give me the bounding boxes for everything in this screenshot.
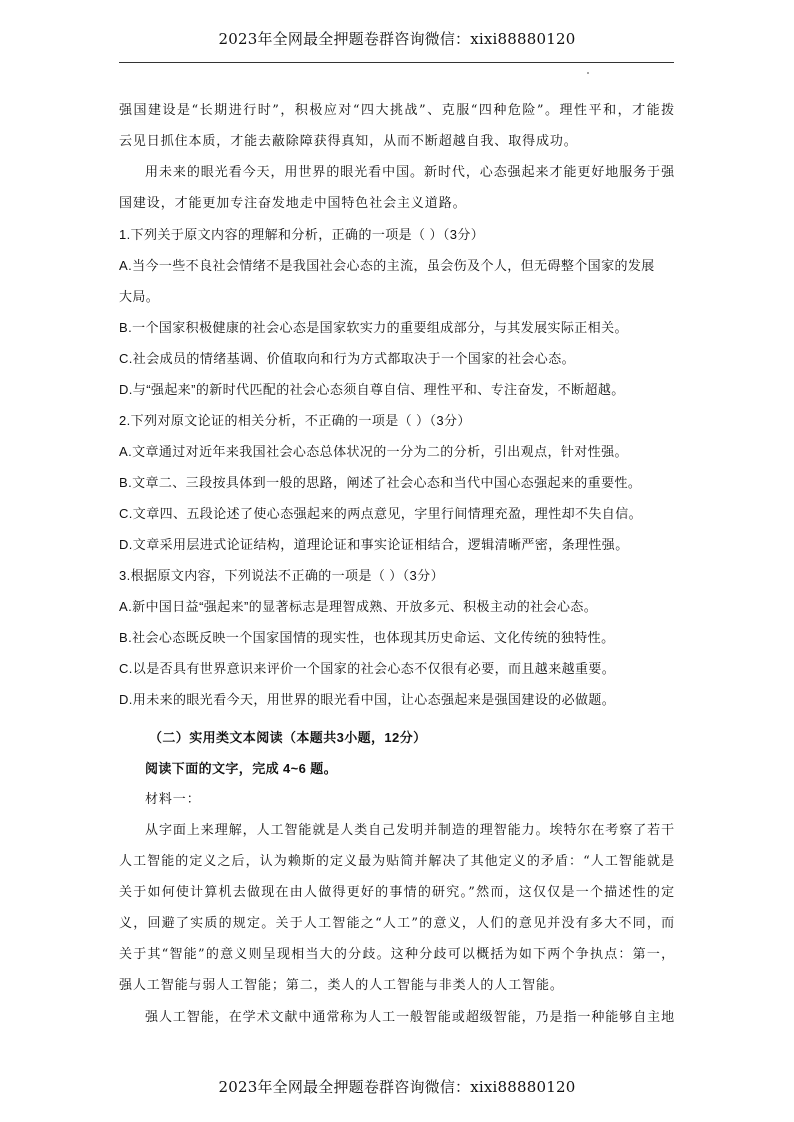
question-1-option-a: A.当今一些不良社会情绪不是我国社会心态的主流，虽会伤及个人，但无碍整个国家的发展 [119, 258, 655, 273]
material-line: 强人工智能与弱人工智能；第二，类人的人工智能与非类人的人工智能。 [119, 978, 564, 993]
passage-line: 用未来的眼光看今天，用世界的眼光看中国。新时代，心态强起来才能更好地服务于强 [145, 165, 675, 180]
question-3-option-a: A.新中国日益“强起来”的显著标志是理智成熟、开放多元、积极主动的社会心态。 [119, 599, 598, 614]
question-3-option-d: D.用未来的眼光看今天，用世界的眼光看中国，让心态强起来是强国建设的必做题。 [119, 692, 616, 707]
speck-mark [587, 72, 589, 74]
question-1-stem: 1.下列关于原文内容的理解和分析，正确的一项是（ ）（3分） [119, 227, 485, 242]
material-label: 材料一： [145, 792, 201, 807]
question-1-option-c: C.社会成员的情绪基调、价值取向和行为方式都取决于一个国家的社会心态。 [119, 351, 576, 366]
material-line: 人工智能的定义之后，认为赖斯的定义最为贴简并解决了其他定义的矛盾：“人工智能就是 [119, 854, 675, 869]
question-2-option-b: B.文章二、三段按具体到一般的思路，阐述了社会心态和当代中国心态强起来的重要性。 [119, 475, 642, 490]
material-line: 从字面上来理解，人工智能就是人类自己发明并制造的理智能力。埃特尔在考察了若干 [145, 823, 675, 838]
question-2-option-d: D.文章采用层进式论证结构，道理论证和事实论证相结合，逻辑清晰严密，条理性强。 [119, 537, 629, 552]
question-1-option-d: D.与“强起来”的新时代匹配的社会心态须自尊自信、理性平和、专注奋发，不断超越。 [119, 382, 625, 397]
question-3-stem: 3.根据原文内容，下列说法不正确的一项是（ ）（3分） [119, 568, 444, 583]
material-line: 关于如何使计算机去做现在由人做得更好的事情的研究。”然而，这仅仅是一个描述性的定 [119, 885, 675, 900]
question-2-stem: 2.下列对原文论证的相关分析，不正确的一项是（ ）（3分） [119, 413, 471, 428]
header-divider [119, 62, 674, 63]
material-line: 强人工智能，在学术文献中通常称为人工一般智能或超级智能，乃是指一种能够自主地 [145, 1010, 675, 1025]
question-1-option-b: B.一个国家积极健康的社会心态是国家软实力的重要组成部分，与其发展实际正相关。 [119, 320, 628, 335]
passage-line: 云见日抓住本质，才能去蔽除障获得真知，从而不断超越自我、取得成功。 [119, 134, 578, 149]
page-footer: 2023年全网最全押题卷群咨询微信：xixi88880120 [218, 1078, 576, 1096]
passage-line: 国建设，才能更加专注奋发地走中国特色社会主义道路。 [119, 196, 467, 211]
question-2-option-a: A.文章通过对近年来我国社会心态总体状况的一分为二的分析，引出观点，针对性强。 [119, 444, 628, 459]
material-line: 义，回避了实质的规定。关于人工智能之“人工”的意义，人们的意见并没有多大不同，而 [119, 916, 675, 931]
question-1-option-a-cont: 大局。 [119, 289, 160, 304]
section-title: （二）实用类文本阅读（本题共3小题，12分） [149, 730, 427, 745]
material-line: 关于其“智能”的意义则呈现相当大的分歧。这种分歧可以概括为如下两个争执点：第一， [119, 947, 675, 962]
section-instruction: 阅读下面的文字，完成 4~6 题。 [145, 761, 338, 776]
page-header: 2023年全网最全押题卷群咨询微信：xixi88880120 [218, 30, 576, 48]
question-3-option-c: C.以是否具有世界意识来评价一个国家的社会心态不仅很有必要，而且越来越重要。 [119, 661, 616, 676]
question-3-option-b: B.社会心态既反映一个国家国情的现实性，也体现其历史命运、文化传统的独特性。 [119, 630, 615, 645]
passage-line: 强国建设是“长期进行时”，积极应对“四大挑战”、克服“四种危险”。理性平和，才能拨 [119, 103, 675, 118]
question-2-option-c: C.文章四、五段论述了使心态强起来的两点意见，字里行间情理充盈，理性却不失自信。 [119, 506, 643, 521]
